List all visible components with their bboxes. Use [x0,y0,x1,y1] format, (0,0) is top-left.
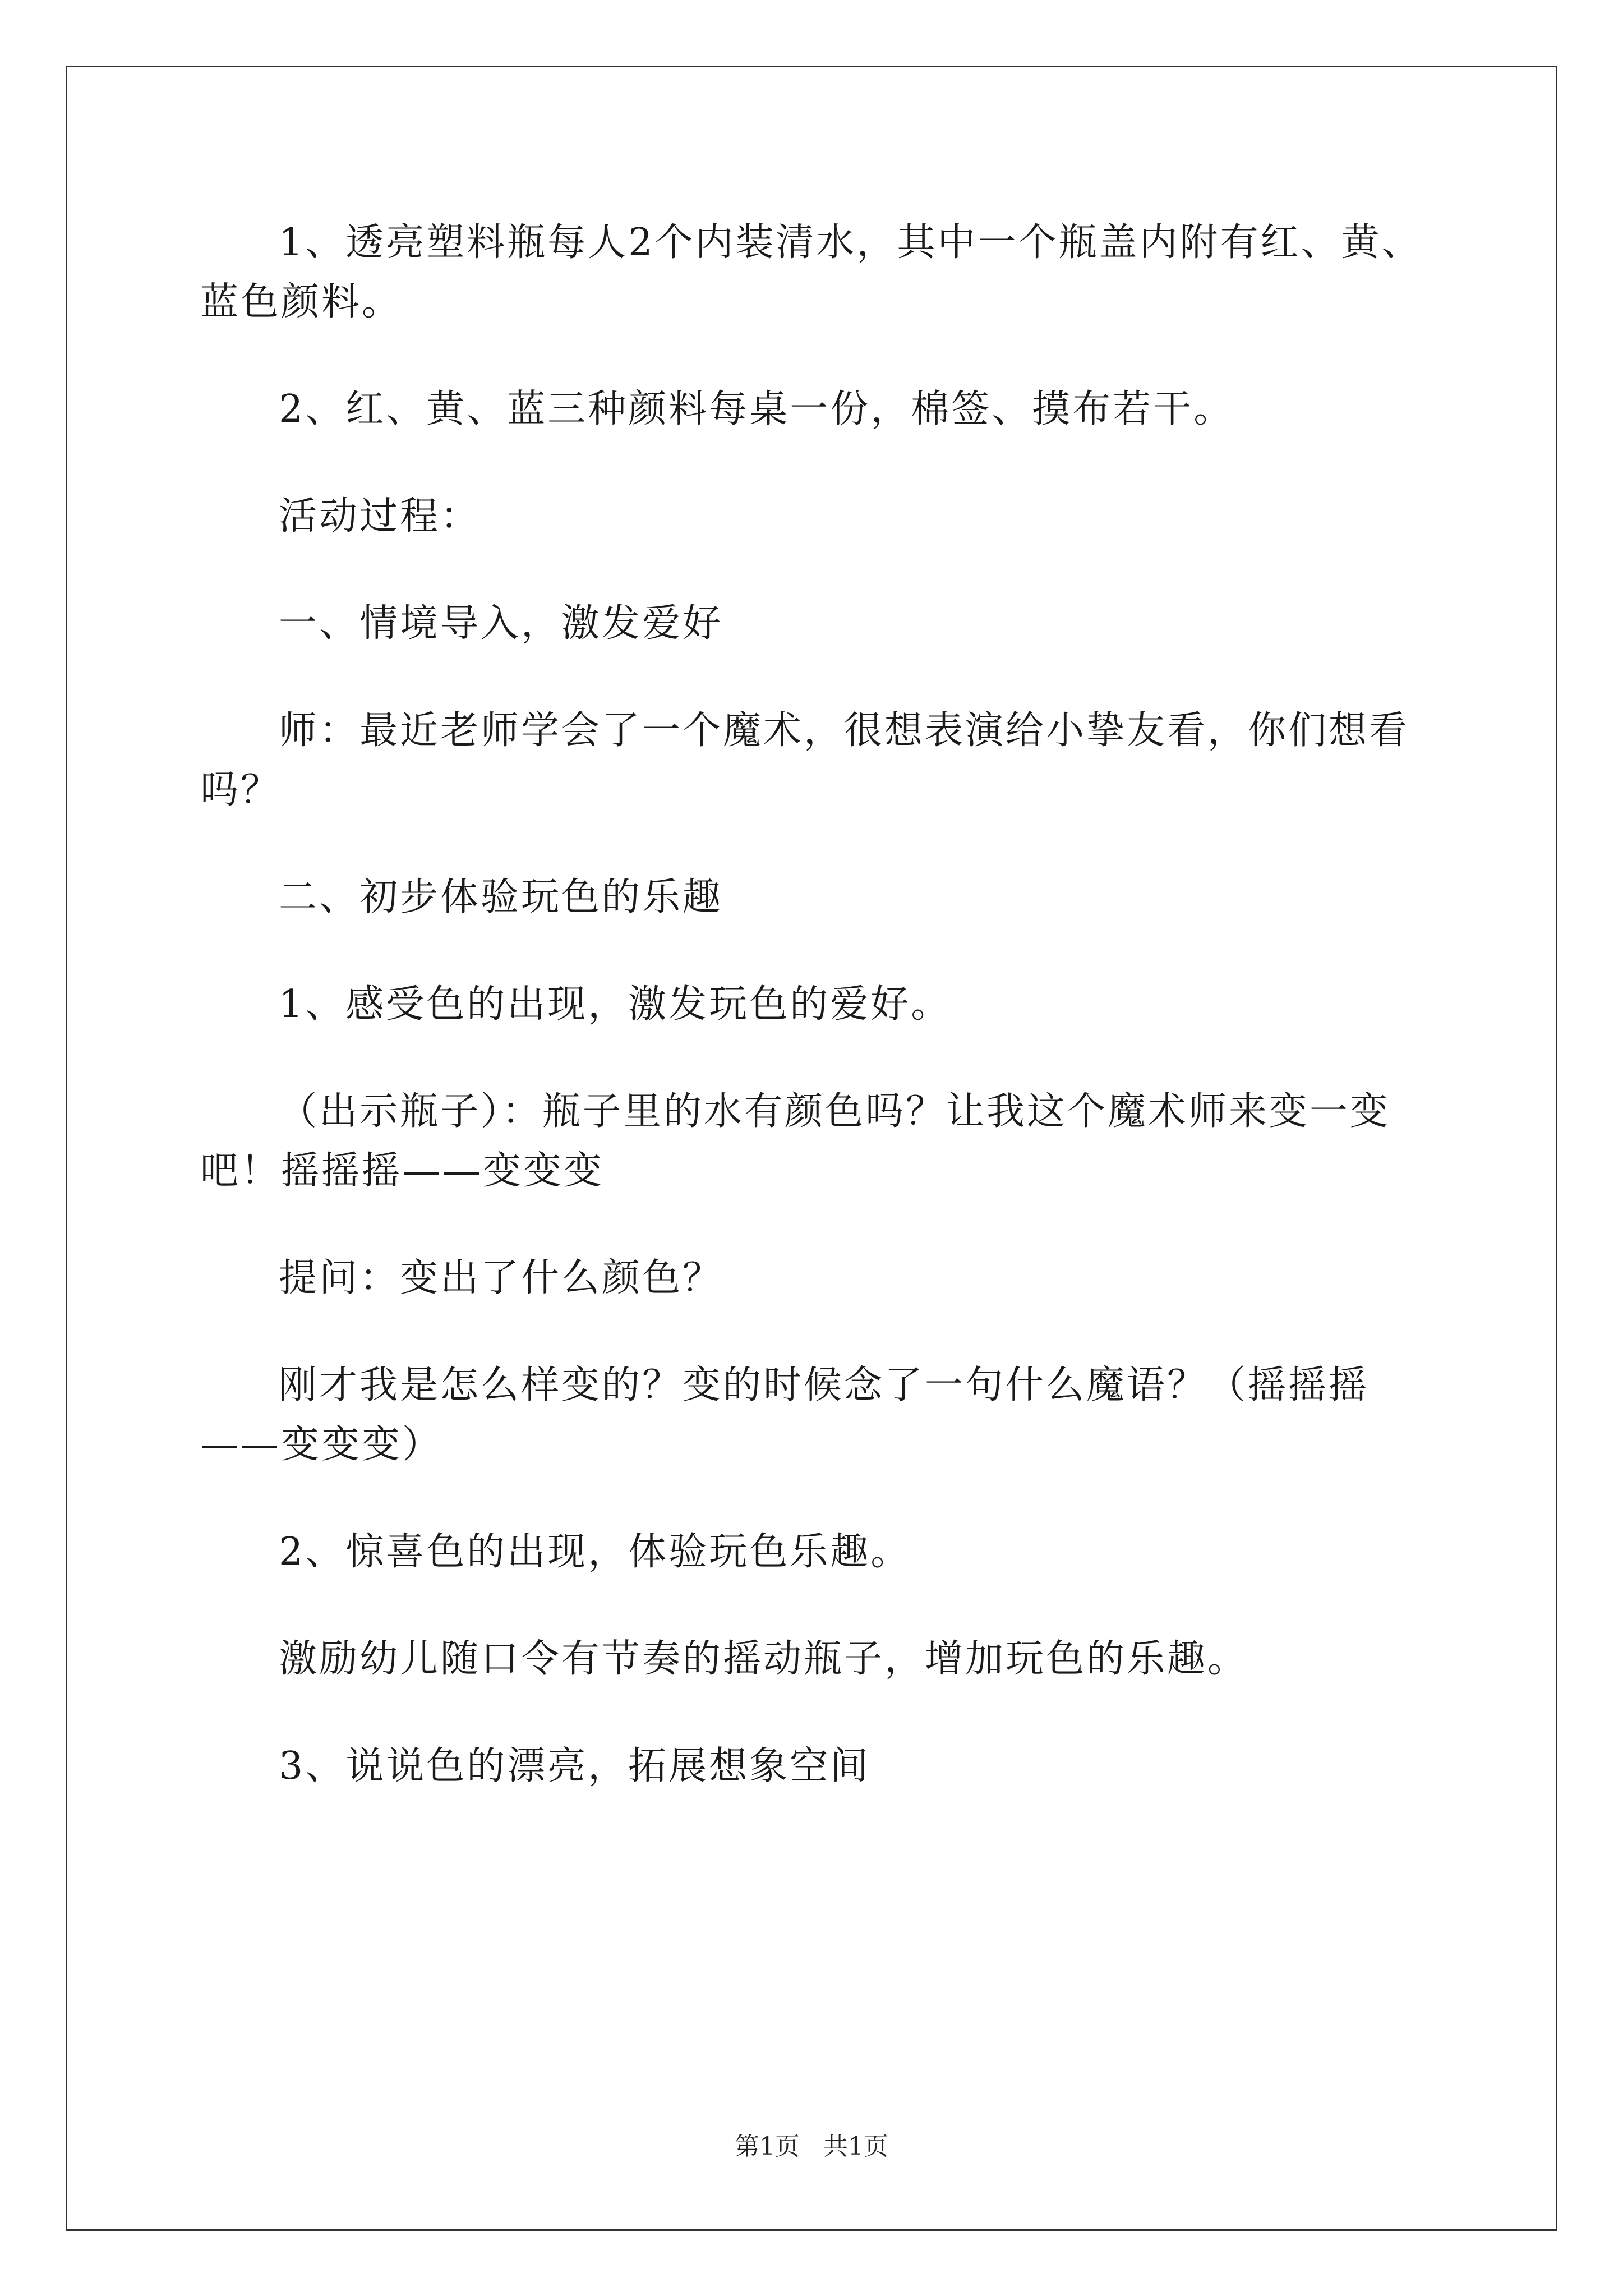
paragraph-5: 师：最近老师学会了一个魔术，很想表演给小挚友看，你们想看吗？ [200,708,1410,812]
paragraph-3: 活动过程： [279,494,481,539]
paragraph-2: 2、红、黄、蓝三种颜料每桌一份，棉签、摸布若干。 [279,387,1234,431]
paragraph-4: 一、情境导入，激发爱好 [279,601,723,646]
paragraph-9: 提问：变出了什么颜色？ [279,1256,723,1300]
paragraph-11: 2、惊喜色的出现，体验玩色乐趣。 [279,1530,911,1574]
paragraph-13: 3、说说色的漂亮，拓展想象空间 [279,1744,871,1788]
page-total: 共1页 [823,2132,888,2161]
page-footer [0,2126,1623,2162]
paragraph-7: 1、感受色的出现，激发玩色的爱好。 [279,982,952,1027]
paragraph-8: （出示瓶子）：瓶子里的水有颜色吗？让我这个魔术师来变一变吧！摇摇摇——变变变 [200,1089,1391,1193]
document-body [200,213,1434,1844]
paragraph-1: 1、透亮塑料瓶每人2个内装清水，其中一个瓶盖内附有红、黄、蓝色颜料。 [200,220,1422,324]
paragraph-6: 二、初步体验玩色的乐趣 [279,875,723,919]
paragraph-12: 激励幼儿随口令有节奏的摇动瓶子，增加玩色的乐趣。 [279,1637,1248,1681]
page-number: 第1页 [735,2132,800,2161]
paragraph-10: 刚才我是怎么样变的？变的时候念了一句什么魔语？（摇摇摇——变变变） [200,1363,1370,1467]
